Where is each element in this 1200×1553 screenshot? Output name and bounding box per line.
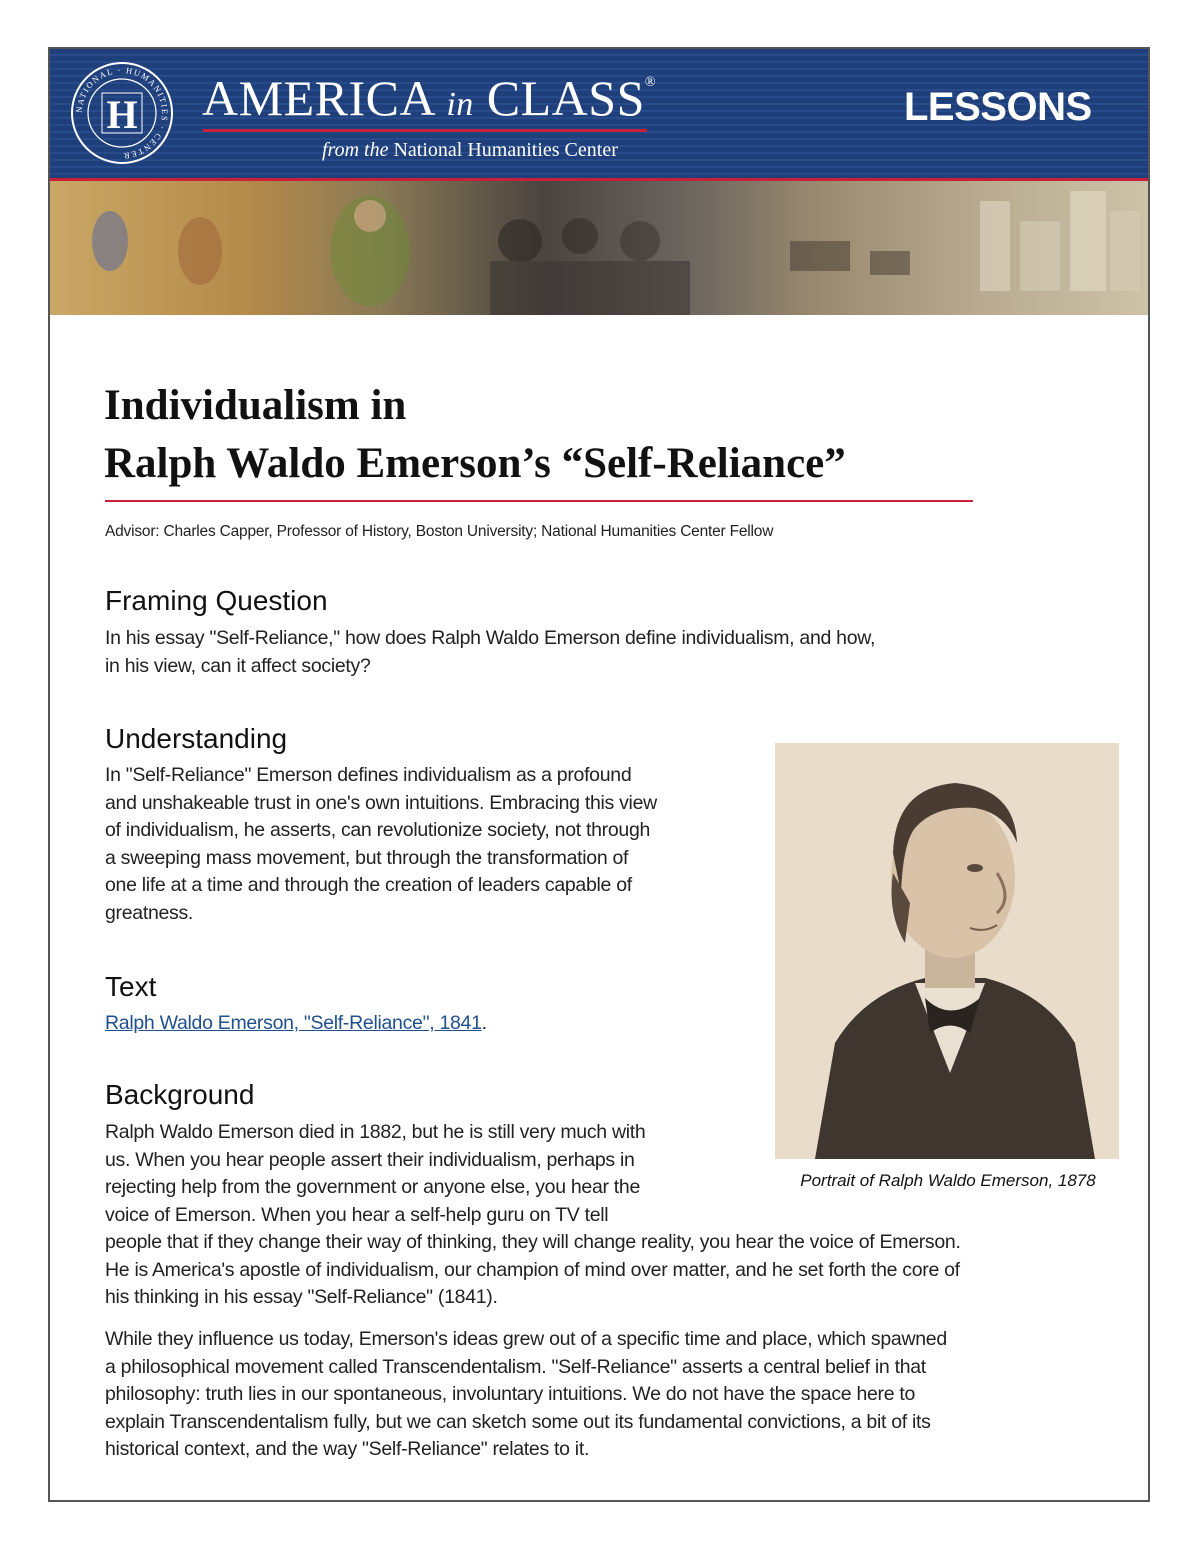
understanding-heading: Understanding <box>105 723 288 754</box>
text-line: rejecting help from the government or anyone else, you hear the <box>105 1176 641 1198</box>
humanities-center-seal <box>68 59 176 167</box>
background-heading: Background <box>105 1079 255 1110</box>
text-line: a philosophical movement called Transcendentalism. "Self-Reliance" asserts a central belief in that <box>105 1355 926 1378</box>
text-line: explain Transcendentalism fully, but we can sketch some out its fundamental convictions, a bit of its <box>105 1410 931 1433</box>
tagline-org: National Humanities Center <box>393 139 618 161</box>
text-line: greatness. <box>105 901 194 924</box>
text-line: He is America's apostle of individualism, our champion of mind over matter, and he set forth the core of <box>105 1258 960 1281</box>
brand-tagline <box>322 139 618 162</box>
framing-question-text <box>105 625 875 680</box>
framing-line: In his essay "Self-Reliance," how does Ralph Waldo Emerson define individualism, and how, <box>105 627 876 649</box>
text-line: voice of Emerson. When you hear a self-help guru on TV tell <box>105 1203 609 1226</box>
framing-question-heading: Framing Question <box>105 585 328 616</box>
seal-letter: H <box>106 92 138 137</box>
brand-in: in <box>446 86 474 123</box>
text-reference <box>105 1010 487 1038</box>
text-line: one life at a time and through the creation of leaders capable of <box>105 874 632 896</box>
text-line: and unshakeable trust in one's own intuitions. Embracing this view <box>105 791 657 814</box>
text-line: people that if they change their way of thinking, they will change reality, you hear the voice of Emerson. <box>105 1231 961 1253</box>
emerson-portrait-image <box>775 743 1119 1159</box>
text-line: his thinking in his essay "Self-Reliance" (1841). <box>105 1286 498 1308</box>
brand-rule <box>203 129 647 132</box>
seal-text: NATIONAL · HUMANITIES · CENTER <box>73 64 171 162</box>
document-page <box>48 47 1150 1502</box>
portrait-caption: Portrait of Ralph Waldo Emerson, 1878 <box>800 1171 1096 1190</box>
lesson-title <box>104 377 846 493</box>
text-heading: Text <box>105 971 157 1002</box>
text-line: philosophy: truth lies in our spontaneous, involuntary intuitions. We do not have the space here to <box>105 1383 916 1405</box>
advisor-credit: Advisor: Charles Capper, Professor of History, Boston University; National Humanities Center Fellow <box>105 523 774 540</box>
title-line-2: Ralph Waldo Emerson’s “Self-Reliance” <box>104 440 846 487</box>
link-suffix: . <box>481 1012 487 1034</box>
text-line: a sweeping mass movement, but through the transformation of <box>105 846 629 869</box>
framing-line: in his view, can it affect society? <box>105 654 371 677</box>
title-rule <box>105 500 973 502</box>
text-line: historical context, and the way "Self-Reliance" relates to it. <box>105 1438 590 1460</box>
understanding-text <box>105 762 657 927</box>
text-line: In "Self-Reliance" Emerson defines individualism as a profound <box>105 764 632 786</box>
history-collage-image <box>50 181 1148 315</box>
brand-registered: ® <box>644 75 657 90</box>
brand-logo <box>202 69 656 127</box>
section-label: LESSONS <box>904 85 1092 129</box>
self-reliance-link[interactable]: Ralph Waldo Emerson, "Self-Reliance", 1841 <box>105 1012 482 1034</box>
text-line: of individualism, he asserts, can revolutionize society, not through <box>105 819 651 841</box>
text-line: us. When you hear people assert their individualism, perhaps in <box>105 1148 635 1171</box>
title-line-1: Individualism in <box>104 382 407 429</box>
tagline-from: from the <box>322 139 389 161</box>
background-paragraph-2 <box>105 1326 947 1464</box>
brand-class: CLASS <box>486 70 645 126</box>
header-banner <box>50 49 1148 180</box>
text-line: While they influence us today, Emerson's ideas grew out of a specific time and place, which spawned <box>105 1328 947 1350</box>
text-line: Ralph Waldo Emerson died in 1882, but he is still very much with <box>105 1121 646 1143</box>
brand-america: AMERICA <box>202 70 434 126</box>
